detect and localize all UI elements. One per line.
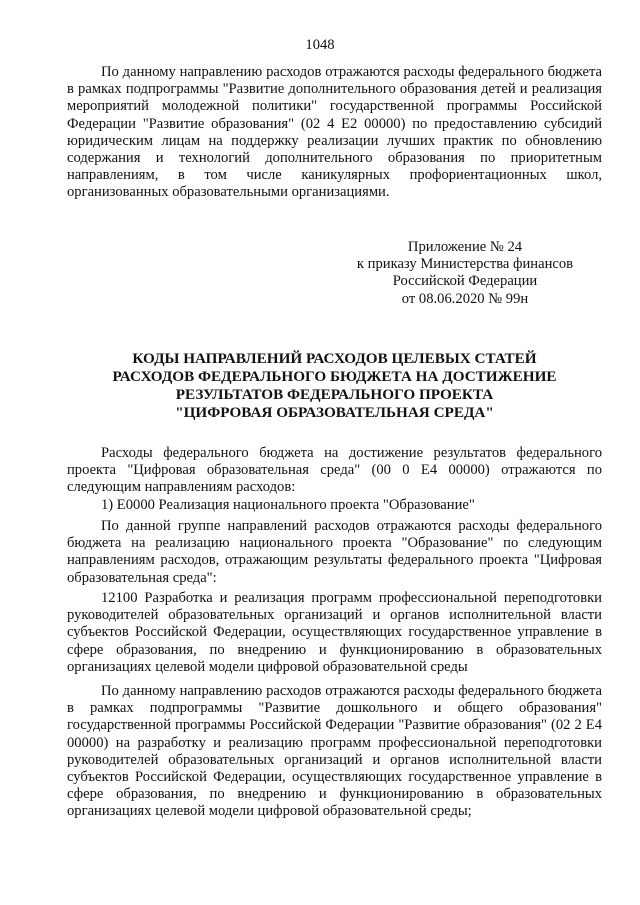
paragraph-3: По данной группе направлений расходов отражаются расходы федерального бюджета на реализацию национального проекта "Образование" по следующим направлениям расходов, отражающим результаты федерального проекта "Цифровая образовательная среда":	[67, 518, 602, 586]
appendix-line-1: Приложение № 24	[407, 239, 523, 255]
title-line-4: "ЦИФРОВАЯ ОБРАЗОВАТЕЛЬНАЯ СРЕДА"	[175, 404, 494, 421]
appendix-line-2: к приказу Министерства финансов	[356, 256, 574, 273]
title-line-3: РЕЗУЛЬТАТОВ ФЕДЕРАЛЬНОГО ПРОЕКТА	[175, 386, 494, 403]
paragraph-top: По данному направлению расходов отражаются расходы федерального бюджета в рамках подпрограммы "Развитие дополнительного образования детей и реализация мероприятий молодежной политики" государственной программы Российской Федерации "Развитие образования" (02 4 Е2 00000) по предоставлению субсидий юридическим лицам на поддержку реализации лучших практик по обновлению содержания и технологий дополнительного образования по приоритетным направлениям, в том числе каникулярных профориентационных школ, организованных образовательными организациями.	[67, 64, 602, 201]
appendix-line-4: от 08.06.2020 № 99н	[401, 290, 529, 307]
paragraph-2: 1) Е0000 Реализация национального проекта "Образование"	[101, 497, 475, 513]
title-line-2: РАСХОДОВ ФЕДЕРАЛЬНОГО БЮДЖЕТА НА ДОСТИЖЕНИЕ	[112, 368, 557, 385]
title-line-1: КОДЫ НАПРАВЛЕНИЙ РАСХОДОВ ЦЕЛЕВЫХ СТАТЕЙ	[132, 350, 537, 367]
page-number: 1048	[305, 37, 335, 53]
document-title	[67, 350, 602, 422]
paragraph-5: По данному направлению расходов отражаются расходы федерального бюджета в рамках подпрограммы "Развитие дошкольного и общего образования" государственной программы Российской Федерации "Развитие образования" (02 2 Е4 00000) на разработку и реализацию программ профессиональной переподготовки руководителей образовательных организаций и органов исполнительной власти субъектов Российской Федерации, осуществляющих государственное управление в сфере образования, по внедрению и функционированию в образовательных организациях целевой модели цифровой образовательной среды;	[67, 683, 602, 820]
appendix-block	[330, 239, 600, 308]
paragraph-1: Расходы федерального бюджета на достижение результатов федерального проекта "Цифровая образовательная среда" (00 0 Е4 00000) отражаются по следующим направлениям расходов:	[67, 445, 602, 496]
appendix-line-3: Российской Федерации	[392, 273, 538, 290]
paragraph-4: 12100 Разработка и реализация программ профессиональной переподготовки руководителей образовательных организаций и органов исполнительной власти субъектов Российской Федерации, осуществляющих государственное управление в сфере образования, по внедрению и функционированию в образовательных организациях целевой модели цифровой образовательной среды	[67, 590, 602, 675]
